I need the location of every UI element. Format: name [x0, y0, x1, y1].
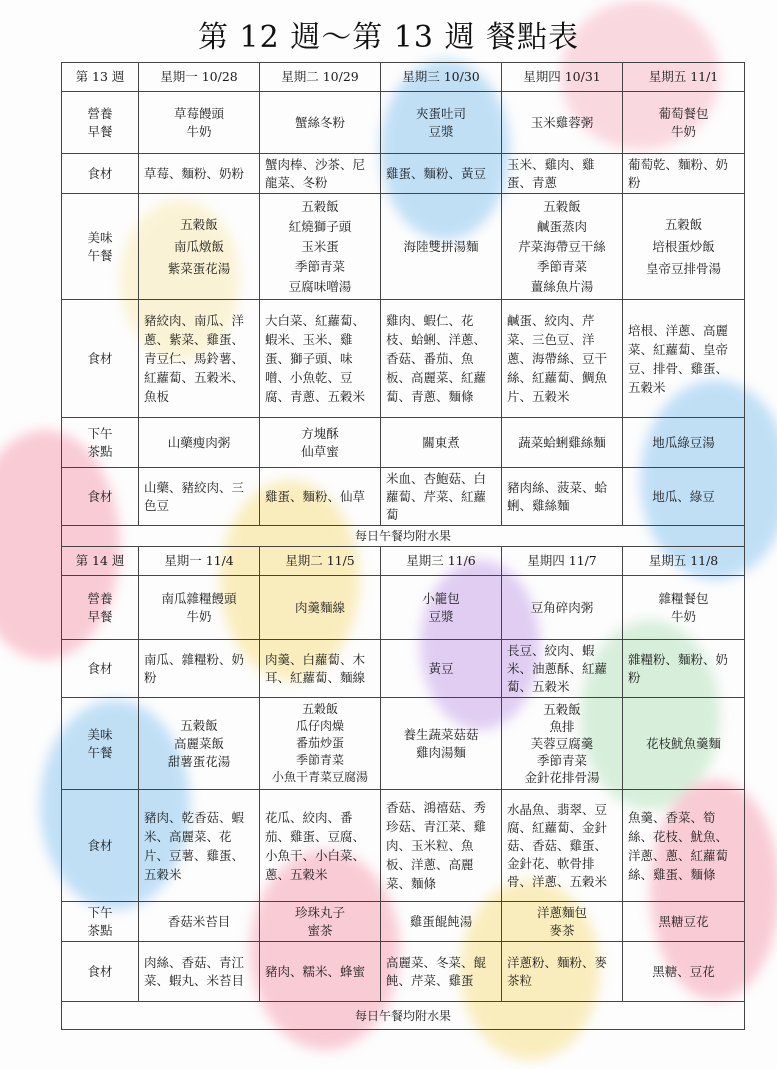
- week-header-row: [62, 63, 745, 92]
- ingredient-cell: 雞蛋、麵粉、黃豆: [381, 154, 502, 194]
- day-header: 星期一 10/28: [139, 63, 260, 92]
- lunch-cell: 五穀飯 高麗菜飯 甜薯蛋花湯: [139, 698, 260, 790]
- snack-cell: 香菇米苔目: [139, 902, 260, 942]
- row-label: 美味 午餐: [62, 698, 139, 790]
- breakfast-cell: 玉米雞蓉粥: [502, 92, 623, 154]
- breakfast-cell: 南瓜雜糧饅頭 牛奶: [139, 576, 260, 640]
- lunch-cell: 海陸雙拼湯麵: [381, 194, 502, 300]
- breakfast-cell: 草莓饅頭 牛奶: [139, 92, 260, 154]
- day-header: 星期一 11/4: [139, 547, 260, 576]
- breakfast-cell: 小籠包 豆漿: [381, 576, 502, 640]
- breakfast-row: [62, 92, 745, 154]
- snack-cell: 洋蔥麵包 麥茶: [502, 902, 623, 942]
- ingredient-cell: 長豆、絞肉、蝦米、油蔥酥、紅蘿蔔、五穀米: [502, 640, 623, 698]
- ingredient-cell: 肉羹、白蘿蔔、木耳、紅蘿蔔、麵線: [260, 640, 381, 698]
- ingredient-cell: 葡萄乾、麵粉、奶粉: [623, 154, 745, 194]
- lunch-ingredients-row: [62, 790, 745, 902]
- ingredient-cell: 雜糧粉、麵粉、奶粉: [623, 640, 745, 698]
- ingredient-cell: 草莓、麵粉、奶粉: [139, 154, 260, 194]
- ingredient-cell: 豬絞肉、南瓜、洋蔥、紫菜、雞蛋、青豆仁、馬鈴薯、紅蘿蔔、五穀米、魚板: [139, 300, 260, 418]
- lunch-ingredients-row: [62, 300, 745, 418]
- ingredient-cell: 豬肉、乾香菇、蝦米、高麗菜、花片、豆薯、雞蛋、五穀米: [139, 790, 260, 902]
- breakfast-cell: 蟹絲冬粉: [260, 92, 381, 154]
- snack-cell: 地瓜綠豆湯: [623, 418, 745, 468]
- breakfast-ingredients-row: [62, 640, 745, 698]
- day-header: 星期二 11/5: [260, 547, 381, 576]
- lunch-cell: 養生蔬菜菇菇 雞肉湯麵: [381, 698, 502, 790]
- lunch-row: [62, 194, 745, 300]
- snack-cell: 珍珠丸子 蜜茶: [260, 902, 381, 942]
- snack-ingredients-row: [62, 468, 745, 526]
- ingredient-cell: 肉絲、香菇、青江菜、蝦丸、米苔目: [139, 942, 260, 1002]
- ingredient-cell: 山藥、豬絞肉、三色豆: [139, 468, 260, 526]
- day-header: 星期四 10/31: [502, 63, 623, 92]
- fruit-note: 每日午餐均附水果: [62, 1002, 745, 1030]
- ingredient-cell: 雞蛋、麵粉、仙草: [260, 468, 381, 526]
- breakfast-cell: 豆角碎肉粥: [502, 576, 623, 640]
- breakfast-cell: 雜糧餐包 牛奶: [623, 576, 745, 640]
- ingredient-cell: 南瓜、雜糧粉、奶粉: [139, 640, 260, 698]
- snack-cell: 方塊酥 仙草蜜: [260, 418, 381, 468]
- lunch-cell: 五穀飯 鹹蛋蒸肉 芹菜海帶豆干絲 季節青菜 薑絲魚片湯: [502, 194, 623, 300]
- day-header: 星期二 10/29: [260, 63, 381, 92]
- snack-cell: 黑糖豆花: [623, 902, 745, 942]
- ingredient-cell: 鹹蛋、絞肉、芹菜、三色豆、洋蔥、海帶絲、豆干絲、紅蘿蔔、鯛魚片、五穀米: [502, 300, 623, 418]
- row-label: 食材: [62, 468, 139, 526]
- lunch-cell: 五穀飯 紅燒獅子頭 玉米蛋 季節青菜 豆腐味噌湯: [260, 194, 381, 300]
- day-header: 星期三 10/30: [381, 63, 502, 92]
- snack-cell: 蔬菜蛤蜊雞絲麵: [502, 418, 623, 468]
- ingredient-cell: 香菇、鴻禧菇、秀珍菇、青江菜、雞肉、玉米粒、魚板、洋蔥、高麗菜、麵條: [381, 790, 502, 902]
- ingredient-cell: 豬肉絲、菠菜、蛤蜊、雞絲麵: [502, 468, 623, 526]
- ingredient-cell: 花瓜、絞肉、番茄、雞蛋、豆腐、小魚干、小白菜、蔥、五穀米: [260, 790, 381, 902]
- snack-cell: 山藥瘦肉粥: [139, 418, 260, 468]
- day-header: 星期五 11/8: [623, 547, 745, 576]
- note-row: [62, 526, 745, 547]
- ingredient-cell: 玉米、雞肉、雞蛋、青蔥: [502, 154, 623, 194]
- row-label: 食材: [62, 942, 139, 1002]
- fruit-note: 每日午餐均附水果: [62, 526, 745, 547]
- ingredient-cell: 米血、杏鮑菇、白蘿蔔、芹菜、紅蘿蔔: [381, 468, 502, 526]
- lunch-cell: 五穀飯 瓜仔肉燥 番茄炒蛋 季節青菜 小魚干青菜豆腐湯: [260, 698, 381, 790]
- day-header: 星期三 11/6: [381, 547, 502, 576]
- ingredient-cell: 高麗菜、冬菜、餛飩、芹菜、雞蛋: [381, 942, 502, 1002]
- row-label: 下午 茶點: [62, 418, 139, 468]
- lunch-cell: 五穀飯 魚排 芙蓉豆腐羹 季節青菜 金針花排骨湯: [502, 698, 623, 790]
- row-label: 下午 茶點: [62, 902, 139, 942]
- row-label: 食材: [62, 790, 139, 902]
- snack-row: [62, 418, 745, 468]
- lunch-row: [62, 698, 745, 790]
- row-label: 食材: [62, 300, 139, 418]
- meal-table: [61, 62, 745, 1030]
- day-header: 星期五 11/1: [623, 63, 745, 92]
- week-label: 第 13 週: [62, 63, 139, 92]
- ingredient-cell: 大白菜、紅蘿蔔、蝦米、玉米、雞蛋、獅子頭、味噌、小魚乾、豆腐、青蔥、五穀米: [260, 300, 381, 418]
- row-label: 食材: [62, 640, 139, 698]
- ingredient-cell: 雞肉、蝦仁、花枝、蛤蜊、洋蔥、香菇、番茄、魚板、高麗菜、紅蘿蔔、青蔥、麵條: [381, 300, 502, 418]
- note-row: [62, 1002, 745, 1030]
- ingredient-cell: 蟹肉棒、沙茶、尼龍菜、冬粉: [260, 154, 381, 194]
- breakfast-row: [62, 576, 745, 640]
- lunch-cell: 五穀飯 培根蛋炒飯 皇帝豆排骨湯: [623, 194, 745, 300]
- breakfast-cell: 肉羹麵線: [260, 576, 381, 640]
- ingredient-cell: 黑糖、豆花: [623, 942, 745, 1002]
- ingredient-cell: 培根、洋蔥、高麗菜、紅蘿蔔、皇帝豆、排骨、雞蛋、五穀米: [623, 300, 745, 418]
- ingredient-cell: 豬肉、糯米、蜂蜜: [260, 942, 381, 1002]
- ingredient-cell: 洋蔥粉、麵粉、麥茶粒: [502, 942, 623, 1002]
- row-label: 營養 早餐: [62, 92, 139, 154]
- snack-row: [62, 902, 745, 942]
- row-label: 食材: [62, 154, 139, 194]
- page-title: 第 12 週～第 13 週 餐點表: [197, 20, 580, 55]
- ingredient-cell: 地瓜、綠豆: [623, 468, 745, 526]
- breakfast-cell: 夾蛋吐司 豆漿: [381, 92, 502, 154]
- row-label: 營養 早餐: [62, 576, 139, 640]
- snack-ingredients-row: [62, 942, 745, 1002]
- breakfast-cell: 葡萄餐包 牛奶: [623, 92, 745, 154]
- breakfast-ingredients-row: [62, 154, 745, 194]
- snack-cell: 關東煮: [381, 418, 502, 468]
- snack-cell: 雞蛋餛飩湯: [381, 902, 502, 942]
- ingredient-cell: 黃豆: [381, 640, 502, 698]
- week-label: 第 14 週: [62, 547, 139, 576]
- lunch-cell: 五穀飯 南瓜燉飯 紫菜蛋花湯: [139, 194, 260, 300]
- week-header-row: [62, 547, 745, 576]
- ingredient-cell: 水晶魚、翡翠、豆腐、紅蘿蔔、金針菇、香菇、雞蛋、金針花、軟骨排骨、洋蔥、五穀米: [502, 790, 623, 902]
- row-label: 美味 午餐: [62, 194, 139, 300]
- day-header: 星期四 11/7: [502, 547, 623, 576]
- ingredient-cell: 魚羹、香菜、筍絲、花枝、魷魚、洋蔥、蔥、紅蘿蔔絲、雞蛋、麵條: [623, 790, 745, 902]
- lunch-cell: 花枝魷魚羹麵: [623, 698, 745, 790]
